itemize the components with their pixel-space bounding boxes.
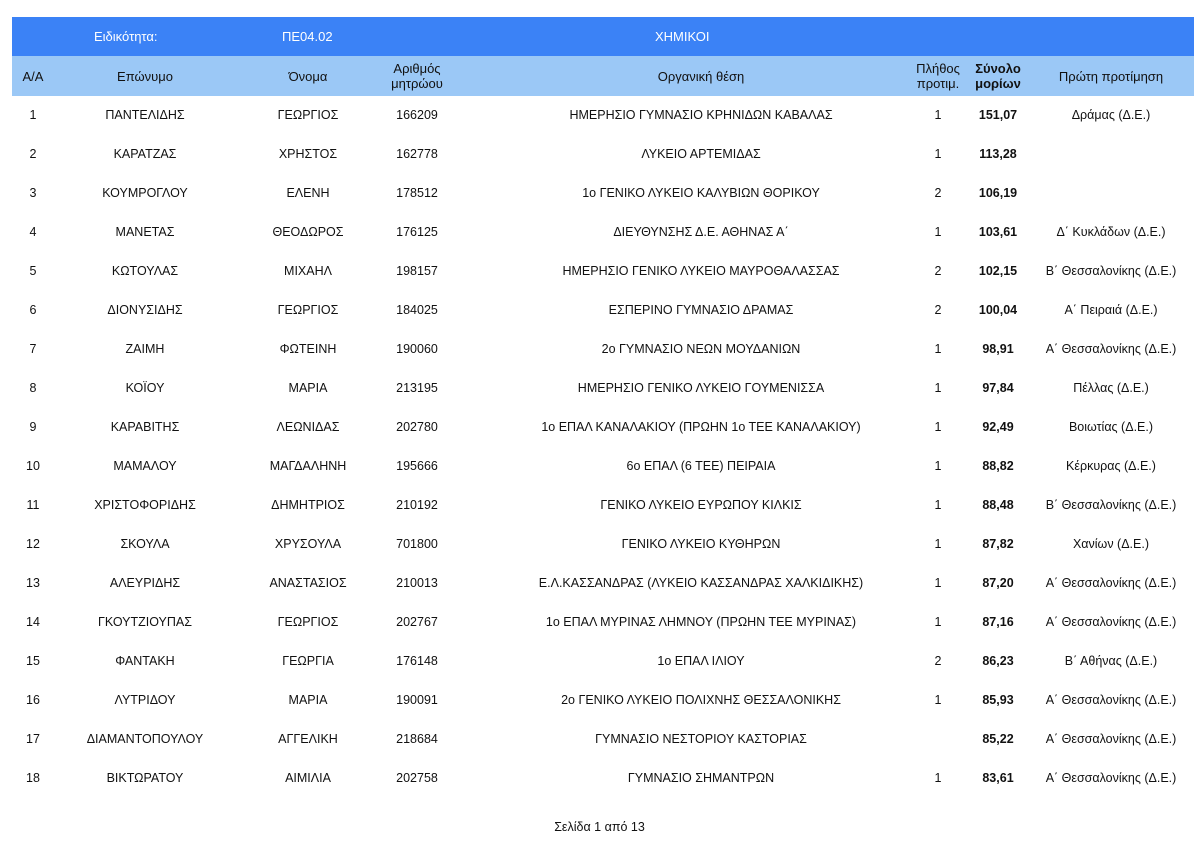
table-row: [12, 96, 1194, 135]
cell-am: 195666: [396, 459, 438, 473]
cell-position: ΔΙΕΥΘΥΝΣΗΣ Δ.Ε. ΑΘΗΝΑΣ Α΄: [613, 225, 789, 239]
cell-am: 202767: [396, 615, 438, 629]
cell-position: ΗΜΕΡΗΣΙΟ ΓΥΜΝΑΣΙΟ ΚΡΗΝΙΔΩΝ ΚΑΒΑΛΑΣ: [569, 108, 833, 122]
table-row: [12, 642, 1194, 681]
cell-position: ΗΜΕΡΗΣΙΟ ΓΕΝΙΚΟ ΛΥΚΕΙΟ ΓΟΥΜΕΝΙΣΣΑ: [577, 381, 825, 395]
cell-total: 102,15: [978, 264, 1018, 278]
cell-position: ΓΥΜΝΑΣΙΟ ΝΕΣΤΟΡΙΟΥ ΚΑΣΤΟΡΙΑΣ: [595, 732, 807, 746]
table-row: [12, 369, 1194, 408]
cell-pref: Α΄ Θεσσαλονίκης (Δ.Ε.): [1045, 771, 1177, 785]
cell-surname: ΛΥΤΡΙΔΟΥ: [114, 693, 176, 707]
cell-total: 106,19: [978, 186, 1018, 200]
cell-total: 151,07: [978, 108, 1018, 122]
header-am: [382, 56, 452, 96]
specialty-label: Ειδικότητα:: [94, 29, 158, 44]
cell-total: 85,93: [982, 693, 1014, 707]
cell-pref: [1028, 174, 1194, 213]
cell-count: 1: [934, 381, 942, 395]
cell-pref: Β΄ Αθήνας (Δ.Ε.): [1064, 654, 1158, 668]
cell-count: 1: [934, 537, 942, 551]
cell-surname: ΔΙΑΜΑΝΤΟΠΟΥΛΟΥ: [86, 732, 204, 746]
cell-position: ΛΥΚΕΙΟ ΑΡΤΕΜΙΔΑΣ: [641, 147, 761, 161]
cell-name: ΜΑΡΙΑ: [288, 381, 328, 395]
cell-pref: Α΄ Θεσσαλονίκης (Δ.Ε.): [1045, 576, 1177, 590]
cell-position: 2ο ΓΥΜΝΑΣΙΟ ΝΕΩΝ ΜΟΥΔΑΝΙΩΝ: [601, 342, 801, 356]
cell-aa: 6: [29, 303, 37, 317]
cell-aa: 10: [26, 459, 40, 473]
header-name: Όνομα: [288, 68, 328, 84]
cell-surname: ΚΩΤΟΥΛΑΣ: [111, 264, 179, 278]
cell-name: ΘΕΟΔΩΡΟΣ: [272, 225, 344, 239]
cell-am: 190060: [396, 342, 438, 356]
header-pref: Πρώτη προτίμηση: [1058, 68, 1164, 84]
cell-position: ΓΥΜΝΑΣΙΟ ΣΗΜΑΝΤΡΩΝ: [627, 771, 775, 785]
cell-aa: 13: [26, 576, 40, 590]
cell-pref: Α΄ Θεσσαλονίκης (Δ.Ε.): [1045, 732, 1177, 746]
cell-surname: ΜΑΜΑΛΟΥ: [113, 459, 177, 473]
cell-pref: Β΄ Θεσσαλονίκης (Δ.Ε.): [1045, 264, 1177, 278]
cell-surname: ΔΙΟΝΥΣΙΔΗΣ: [107, 303, 183, 317]
cell-name: ΓΕΩΡΓΙΟΣ: [277, 303, 339, 317]
cell-count: 2: [934, 303, 942, 317]
cell-pref: Α΄ Θεσσαλονίκης (Δ.Ε.): [1045, 693, 1177, 707]
cell-count: [908, 720, 968, 759]
cell-count: 1: [934, 576, 942, 590]
cell-count: 1: [934, 615, 942, 629]
cell-am: 166209: [396, 108, 438, 122]
header-count: [912, 56, 964, 96]
header-count-line2: προτιμ.: [916, 76, 960, 91]
table-row: [12, 408, 1194, 447]
cell-name: ΛΕΩΝΙΔΑΣ: [276, 420, 340, 434]
table-row: [12, 447, 1194, 486]
cell-pref: Χανίων (Δ.Ε.): [1072, 537, 1150, 551]
cell-pref: Βοιωτίας (Δ.Ε.): [1068, 420, 1154, 434]
header-count-line1: Πλήθος: [916, 61, 960, 76]
cell-am: 202758: [396, 771, 438, 785]
table-row: [12, 564, 1194, 603]
cell-surname: ΦΑΝΤΑΚΗ: [115, 654, 175, 668]
cell-surname: ΠΑΝΤΕΛΙΔΗΣ: [105, 108, 185, 122]
cell-count: 1: [934, 693, 942, 707]
cell-total: 83,61: [982, 771, 1014, 785]
cell-surname: ΖΑΙΜΗ: [125, 342, 165, 356]
cell-name: ΓΕΩΡΓΙΟΣ: [277, 108, 339, 122]
cell-position: 1ο ΕΠΑΛ ΚΑΝΑΛΑΚΙΟΥ (ΠΡΩΗΝ 1ο ΤΕΕ ΚΑΝΑΛΑΚΙΟΥ): [541, 420, 861, 434]
cell-position: 6ο ΕΠΑΛ (6 ΤΕΕ) ΠΕΙΡΑΙΑ: [626, 459, 776, 473]
cell-am: 218684: [396, 732, 438, 746]
cell-name: ΧΡΗΣΤΟΣ: [278, 147, 338, 161]
cell-name: ΑΙΜΙΛΙΑ: [285, 771, 331, 785]
results-table: [12, 17, 1194, 798]
cell-total: 88,82: [982, 459, 1014, 473]
cell-am: 190091: [396, 693, 438, 707]
specialty-bar: [12, 17, 1194, 56]
cell-aa: 16: [26, 693, 40, 707]
cell-position: ΗΜΕΡΗΣΙΟ ΓΕΝΙΚΟ ΛΥΚΕΙΟ ΜΑΥΡΟΘΑΛΑΣΣΑΣ: [562, 264, 840, 278]
cell-aa: 5: [29, 264, 37, 278]
cell-pref: Α΄ Θεσσαλονίκης (Δ.Ε.): [1045, 615, 1177, 629]
cell-count: 1: [934, 225, 942, 239]
cell-am: 198157: [396, 264, 438, 278]
cell-surname: ΚΑΡΑΤΖΑΣ: [113, 147, 177, 161]
cell-count: 1: [934, 342, 942, 356]
cell-pref: [1028, 135, 1194, 174]
cell-position: ΓΕΝΙΚΟ ΛΥΚΕΙΟ ΕΥΡΩΠΟΥ ΚΙΛΚΙΣ: [600, 498, 802, 512]
table-row: [12, 603, 1194, 642]
cell-surname: ΚΟΥΜΡΟΓΛΟΥ: [102, 186, 188, 200]
cell-name: ΜΙΧΑΗΛ: [284, 264, 332, 278]
page-footer: Σελίδα 1 από 13: [554, 820, 645, 834]
cell-aa: 2: [29, 147, 37, 161]
cell-position: ΓΕΝΙΚΟ ΛΥΚΕΙΟ ΚΥΘΗΡΩΝ: [621, 537, 781, 551]
cell-surname: ΒΙΚΤΩΡΑΤΟΥ: [106, 771, 184, 785]
cell-name: ΧΡΥΣΟΥΛΑ: [274, 537, 342, 551]
cell-position: 2ο ΓΕΝΙΚΟ ΛΥΚΕΙΟ ΠΟΛΙΧΝΗΣ ΘΕΣΣΑΛΟΝΙΚΗΣ: [561, 693, 841, 707]
table-header: [12, 56, 1194, 96]
header-total-line1: Σύνολο: [975, 61, 1021, 76]
table-row: [12, 759, 1194, 798]
cell-surname: ΑΛΕΥΡΙΔΗΣ: [109, 576, 181, 590]
cell-position: 1ο ΕΠΑΛ ΜΥΡΙΝΑΣ ΛΗΜΝΟΥ (ΠΡΩΗΝ ΤΕΕ ΜΥΡΙΝΑΣ): [545, 615, 857, 629]
cell-name: ΕΛΕΝΗ: [286, 186, 330, 200]
cell-aa: 15: [26, 654, 40, 668]
cell-total: 85,22: [982, 732, 1014, 746]
cell-aa: 14: [26, 615, 40, 629]
cell-count: 1: [934, 771, 942, 785]
cell-count: 2: [934, 264, 942, 278]
cell-position: 1ο ΕΠΑΛ ΙΛΙΟΥ: [657, 654, 745, 668]
specialty-code: ΠΕ04.02: [282, 29, 333, 44]
cell-surname: ΓΚΟΥΤΖΙΟΥΠΑΣ: [98, 615, 192, 629]
cell-am: 202780: [396, 420, 438, 434]
cell-total: 98,91: [982, 342, 1014, 356]
cell-pref: Πέλλας (Δ.Ε.): [1073, 381, 1149, 395]
cell-surname: ΧΡΙΣΤΟΦΟΡΙΔΗΣ: [94, 498, 196, 512]
table-row: [12, 330, 1194, 369]
cell-count: 1: [934, 108, 942, 122]
cell-aa: 12: [26, 537, 40, 551]
cell-position: 1ο ΓΕΝΙΚΟ ΛΥΚΕΙΟ ΚΑΛΥΒΙΩΝ ΘΟΡΙΚΟΥ: [582, 186, 820, 200]
cell-name: ΓΕΩΡΓΙΑ: [282, 654, 334, 668]
cell-name: ΓΕΩΡΓΙΟΣ: [277, 615, 339, 629]
specialty-title: ΧΗΜΙΚΟΙ: [655, 29, 710, 44]
table-row: [12, 213, 1194, 252]
header-position: Οργανική θέση: [657, 68, 745, 84]
cell-surname: ΜΑΝΕΤΑΣ: [115, 225, 175, 239]
cell-total: 100,04: [978, 303, 1018, 317]
table-row: [12, 486, 1194, 525]
cell-count: 1: [934, 420, 942, 434]
table-row: [12, 291, 1194, 330]
cell-am: 213195: [396, 381, 438, 395]
cell-aa: 17: [26, 732, 40, 746]
cell-aa: 18: [26, 771, 40, 785]
cell-am: 162778: [396, 147, 438, 161]
header-aa: Α/Α: [22, 68, 44, 84]
cell-total: 86,23: [982, 654, 1014, 668]
cell-am: 184025: [396, 303, 438, 317]
cell-name: ΜΑΡΙΑ: [288, 693, 328, 707]
cell-pref: Δράμας (Δ.Ε.): [1071, 108, 1151, 122]
table-row: [12, 135, 1194, 174]
table-row: [12, 174, 1194, 213]
cell-position: Ε.Λ.ΚΑΣΣΑΝΔΡΑΣ (ΛΥΚΕΙΟ ΚΑΣΣΑΝΔΡΑΣ ΧΑΛΚΙΔΙΚΗΣ): [538, 576, 864, 590]
cell-total: 92,49: [982, 420, 1014, 434]
cell-count: 1: [934, 498, 942, 512]
cell-am: 176125: [396, 225, 438, 239]
cell-count: 1: [934, 147, 942, 161]
cell-pref: Κέρκυρας (Δ.Ε.): [1066, 459, 1156, 473]
cell-aa: 9: [29, 420, 37, 434]
cell-aa: 4: [29, 225, 37, 239]
cell-aa: 8: [29, 381, 37, 395]
cell-name: ΑΝΑΣΤΑΣΙΟΣ: [269, 576, 347, 590]
cell-surname: ΣΚΟΥΛΑ: [120, 537, 170, 551]
cell-total: 103,61: [978, 225, 1018, 239]
cell-pref: Δ΄ Κυκλάδων (Δ.Ε.): [1056, 225, 1166, 239]
table-row: [12, 252, 1194, 291]
cell-total: 87,20: [982, 576, 1014, 590]
cell-am: 210192: [396, 498, 438, 512]
header-total: [968, 56, 1028, 96]
cell-aa: 11: [26, 498, 40, 512]
cell-pref: Β΄ Θεσσαλονίκης (Δ.Ε.): [1045, 498, 1177, 512]
cell-name: ΑΓΓΕΛΙΚΗ: [278, 732, 338, 746]
header-surname: Επώνυμο: [117, 68, 173, 84]
cell-surname: ΚΟΪΟΥ: [125, 381, 165, 395]
cell-am: 210013: [396, 576, 438, 590]
cell-name: ΦΩΤΕΙΝΗ: [279, 342, 337, 356]
cell-total: 87,16: [982, 615, 1014, 629]
cell-surname: ΚΑΡΑΒΙΤΗΣ: [110, 420, 180, 434]
cell-total: 87,82: [982, 537, 1014, 551]
cell-name: ΜΑΓΔΑΛΗΝΗ: [269, 459, 347, 473]
cell-name: ΔΗΜΗΤΡΙΟΣ: [271, 498, 345, 512]
table-body: [12, 96, 1194, 798]
header-am-line1: Αριθμός: [393, 61, 441, 76]
header-am-line2: μητρώου: [391, 76, 443, 91]
cell-am: 178512: [396, 186, 438, 200]
cell-pref: Α΄ Θεσσαλονίκης (Δ.Ε.): [1045, 342, 1177, 356]
cell-count: 2: [934, 186, 942, 200]
cell-aa: 7: [29, 342, 37, 356]
table-row: [12, 681, 1194, 720]
cell-total: 113,28: [979, 147, 1017, 161]
header-total-line2: μορίων: [975, 76, 1021, 91]
table-row: [12, 720, 1194, 759]
cell-pref: Α΄ Πειραιά (Δ.Ε.): [1064, 303, 1158, 317]
cell-count: 1: [934, 459, 942, 473]
cell-count: 2: [934, 654, 942, 668]
cell-aa: 1: [29, 108, 37, 122]
cell-total: 97,84: [982, 381, 1014, 395]
cell-position: ΕΣΠΕΡΙΝΟ ΓΥΜΝΑΣΙΟ ΔΡΑΜΑΣ: [608, 303, 794, 317]
cell-am: 701800: [396, 537, 438, 551]
cell-total: 88,48: [982, 498, 1014, 512]
cell-am: 176148: [396, 654, 438, 668]
cell-aa: 3: [29, 186, 37, 200]
table-row: [12, 525, 1194, 564]
